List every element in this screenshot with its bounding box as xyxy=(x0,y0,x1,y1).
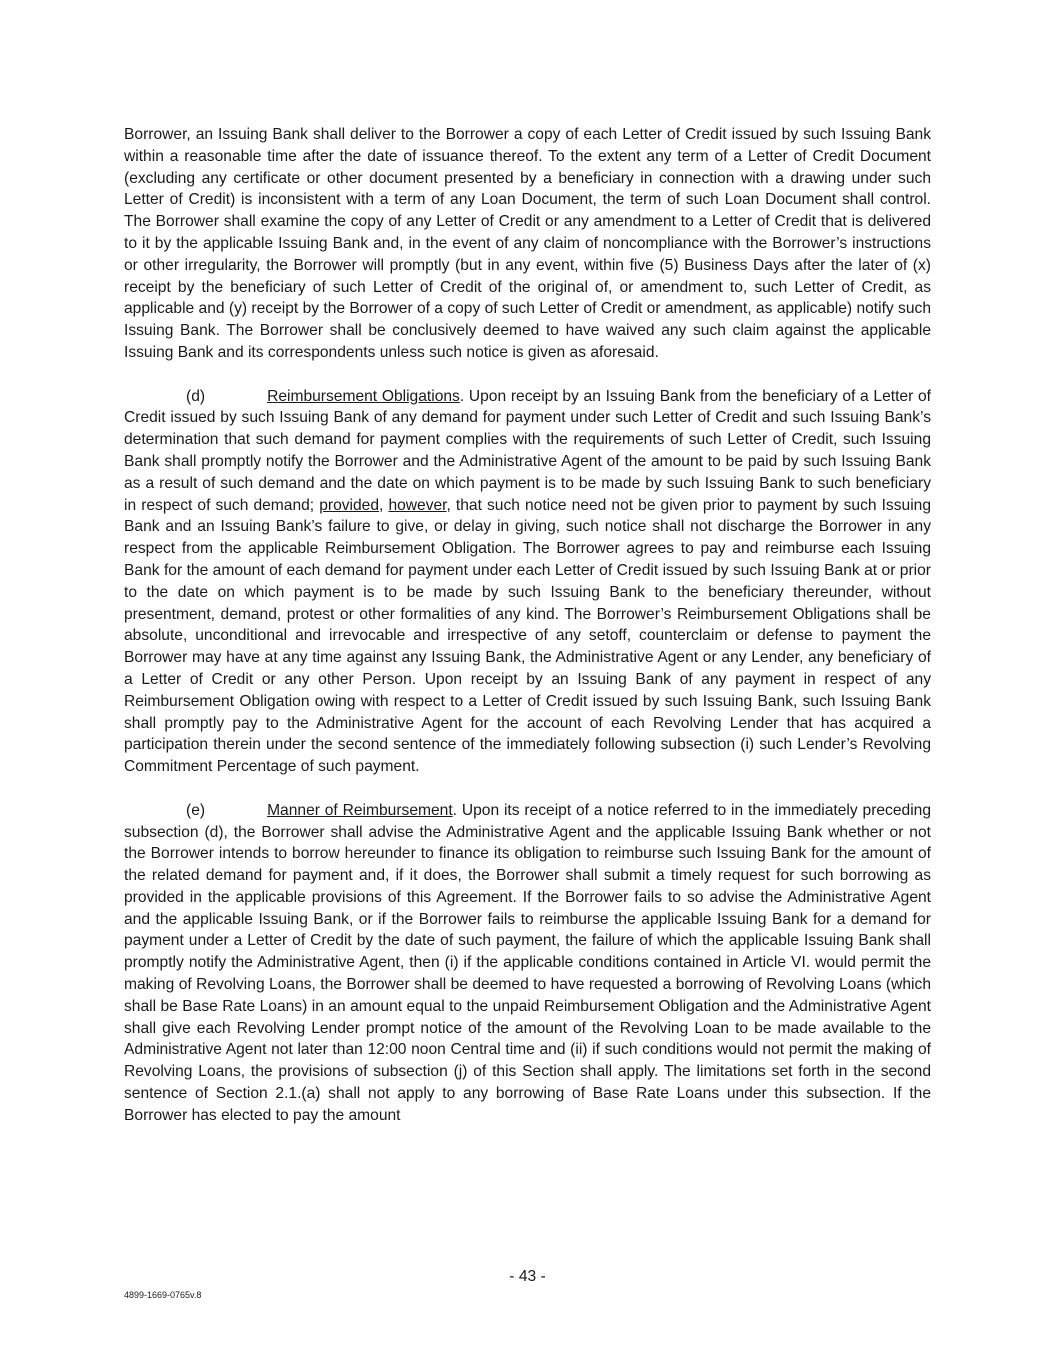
document-id: 4899-1669-0765v.8 xyxy=(124,1290,202,1300)
paragraph-reimbursement-obligations: (d) Reimbursement Obligations. Upon receipt by an Issuing Bank from the beneficiary of a Letter of Credit issued by such Issuing Bank of any demand for payment under such Letter of Credit and such Issuing Bank’s determination that such demand for payment complies with the requirements of such Letter of Credit, such Issuing Bank shall promptly notify the Borrower and the Administrative Agent of the amount to be paid by such Issuing Bank as a result of such demand and the date on which payment is to be made by such Issuing Bank to such beneficiary in respect of such demand; provided, however, that such notice need not be given prior to payment by such Issuing Bank and an Issuing Bank’s failure to give, or delay in giving, such notice shall not discharge the Borrower in any respect from the applicable Reimbursement Obligation. The Borrower agrees to pay and reimburse each Issuing Bank for the amount of each demand for payment under each Letter of Credit issued by such Issuing Bank at or prior to the date on which payment is to be made by such Issuing Bank to the beneficiary thereunder, without presentment, demand, protest or other formalities of any kind. The Borrower’s Reimbursement Obligations shall be absolute, unconditional and irrevocable and irrespective of any setoff, counterclaim or defense to payment the Borrower may have at any time against any Issuing Bank, the Administrative Agent or any Lender, any beneficiary of a Letter of Credit or any other Person. Upon receipt by an Issuing Bank of any payment in respect of any Reimbursement Obligation owing with respect to a Letter of Credit issued by such Issuing Bank, such Issuing Bank shall promptly pay to the Administrative Agent for the account of each Revolving Lender that has acquired a participation therein under the second sentence of the immediately following subsection (i) such Lender’s Revolving Commitment Percentage of such payment. xyxy=(124,387,932,776)
term-however: however xyxy=(388,496,447,514)
heading-manner-of-reimbursement: Manner of Reimbursement xyxy=(267,801,453,819)
document-body xyxy=(124,124,931,1148)
paragraph-manner-of-reimbursement xyxy=(124,800,931,1127)
paragraph-text: . Upon its receipt of a notice referred to in the immediately preceding subsection (d), the Borrower shall advise the Administrative Agent and the applicable Issuing Bank whether or not the Borrower intends to borrow hereunder to finance its obligation to reimburse such Issuing Bank for the amount of the related demand for payment and, if it does, the Borrower shall submit a timely request for such borrowing as provided in the applicable provisions of this Agreement. If the Borrower fails to so advise the Administrative Agent and the applicable Issuing Bank, or if the Borrower fails to reimburse the applicable Issuing Bank for a demand for payment under a Letter of Credit by the date of such payment, the failure of which the applicable Issuing Bank shall promptly notify the Administrative Agent, then (i) if the applicable conditions contained in Article VI. would permit the making of Revolving Loans, the Borrower shall be deemed to have requested a borrowing of Revolving Loans (which shall be Base Rate Loans) in an amount equal to the unpaid Reimbursement Obligation and the Administrative Agent shall give each Revolving Lender prompt notice of the amount of the Revolving Loan to be made available to the Administrative Agent not later than 12:00 noon Central time and (ii) if such conditions would not permit the making of Revolving Loans, the provisions of subsection (j) of this Section shall apply. The limitations set forth in the second sentence of Section 2.1.(a) shall not apply to any borrowing of Base Rate Loans under this subsection. If the Borrower has elected to pay the amount xyxy=(124,801,932,1124)
page-number: - 43 - xyxy=(509,1268,546,1285)
subsection-label-d: (d) xyxy=(186,387,206,405)
paragraph-text: . Upon receipt by an Issuing Bank from the beneficiary of a Letter of Credit issued by such Issuing Bank of any demand for payment under such Letter of Credit and such Issuing Bank’s determination that such demand for payment complies with the requirements of such Letter of Credit, such Issuing Bank shall promptly notify the Borrower and the Administrative Agent of the amount to be paid by such Issuing Bank as a result of such demand and the date on which payment is to be made by such Issuing Bank to such beneficiary in respect of such demand; xyxy=(124,387,931,514)
paragraph-text: , that such notice need not be given prior to payment by such Issuing Bank and an Issuing Bank’s failure to give, or delay in giving, such notice shall not discharge the Borrower in any respect from the applicable Reimbursement Obligation. The Borrower agrees to pay and reimburse each Issuing Bank for the amount of each demand for payment under each Letter of Credit issued by such Issuing Bank at or prior to the date on which payment is to be made by such Issuing Bank to the beneficiary thereunder, without presentment, demand, protest or other formalities of any kind. The Borrower’s Reimbursement Obligations shall be absolute, unconditional and irrevocable and irrespective of any setoff, counterclaim or defense to payment the Borrower may have at any time against any Issuing Bank, the Administrative Agent or any Lender, any beneficiary of a Letter of Credit or any other Person. Upon receipt by an Issuing Bank of any payment in respect of any Reimbursement Obligation owing with respect to a Letter of Credit issued by such Issuing Bank, such Issuing Bank shall promptly pay to the Administrative Agent for the account of each Revolving Lender that has acquired a participation therein under the second sentence of the immediately following subsection (i) such Lender’s Revolving Commitment Percentage of such payment. xyxy=(124,496,932,776)
heading-reimbursement-obligations: Reimbursement Obligations xyxy=(267,387,460,405)
term-provided: provided xyxy=(319,496,380,514)
paragraph-issuance-delivery xyxy=(124,124,931,364)
subsection-label-e: (e) xyxy=(186,801,206,819)
paragraph-text: Borrower, an Issuing Bank shall deliver to the Borrower a copy of each Letter of Credit issued by such Issuing Bank within a reasonable time after the date of issuance thereof. To the extent any term of a Letter of Credit Document (excluding any certificate or other document presented by a beneficiary in connection with a drawing under such Letter of Credit) is inconsistent with a term of any Loan Document, the term of such Loan Document shall control. The Borrower shall examine the copy of any Letter of Credit or any amendment to a Letter of Credit that is delivered to it by the applicable Issuing Bank and, in the event of any claim of noncompliance with the Borrower’s instructions or other irregularity, the Borrower will promptly (but in any event, within five (5) Business Days after the later of (x) receipt by the beneficiary of such Letter of Credit of the original of, or amendment to, such Letter of Credit, as applicable and (y) receipt by the Borrower of a copy of such Letter of Credit or amendment, as applicable) notify such Issuing Bank. The Borrower shall be conclusively deemed to have waived any such claim against the applicable Issuing Bank and its correspondents unless such notice is given as aforesaid. xyxy=(124,126,931,361)
